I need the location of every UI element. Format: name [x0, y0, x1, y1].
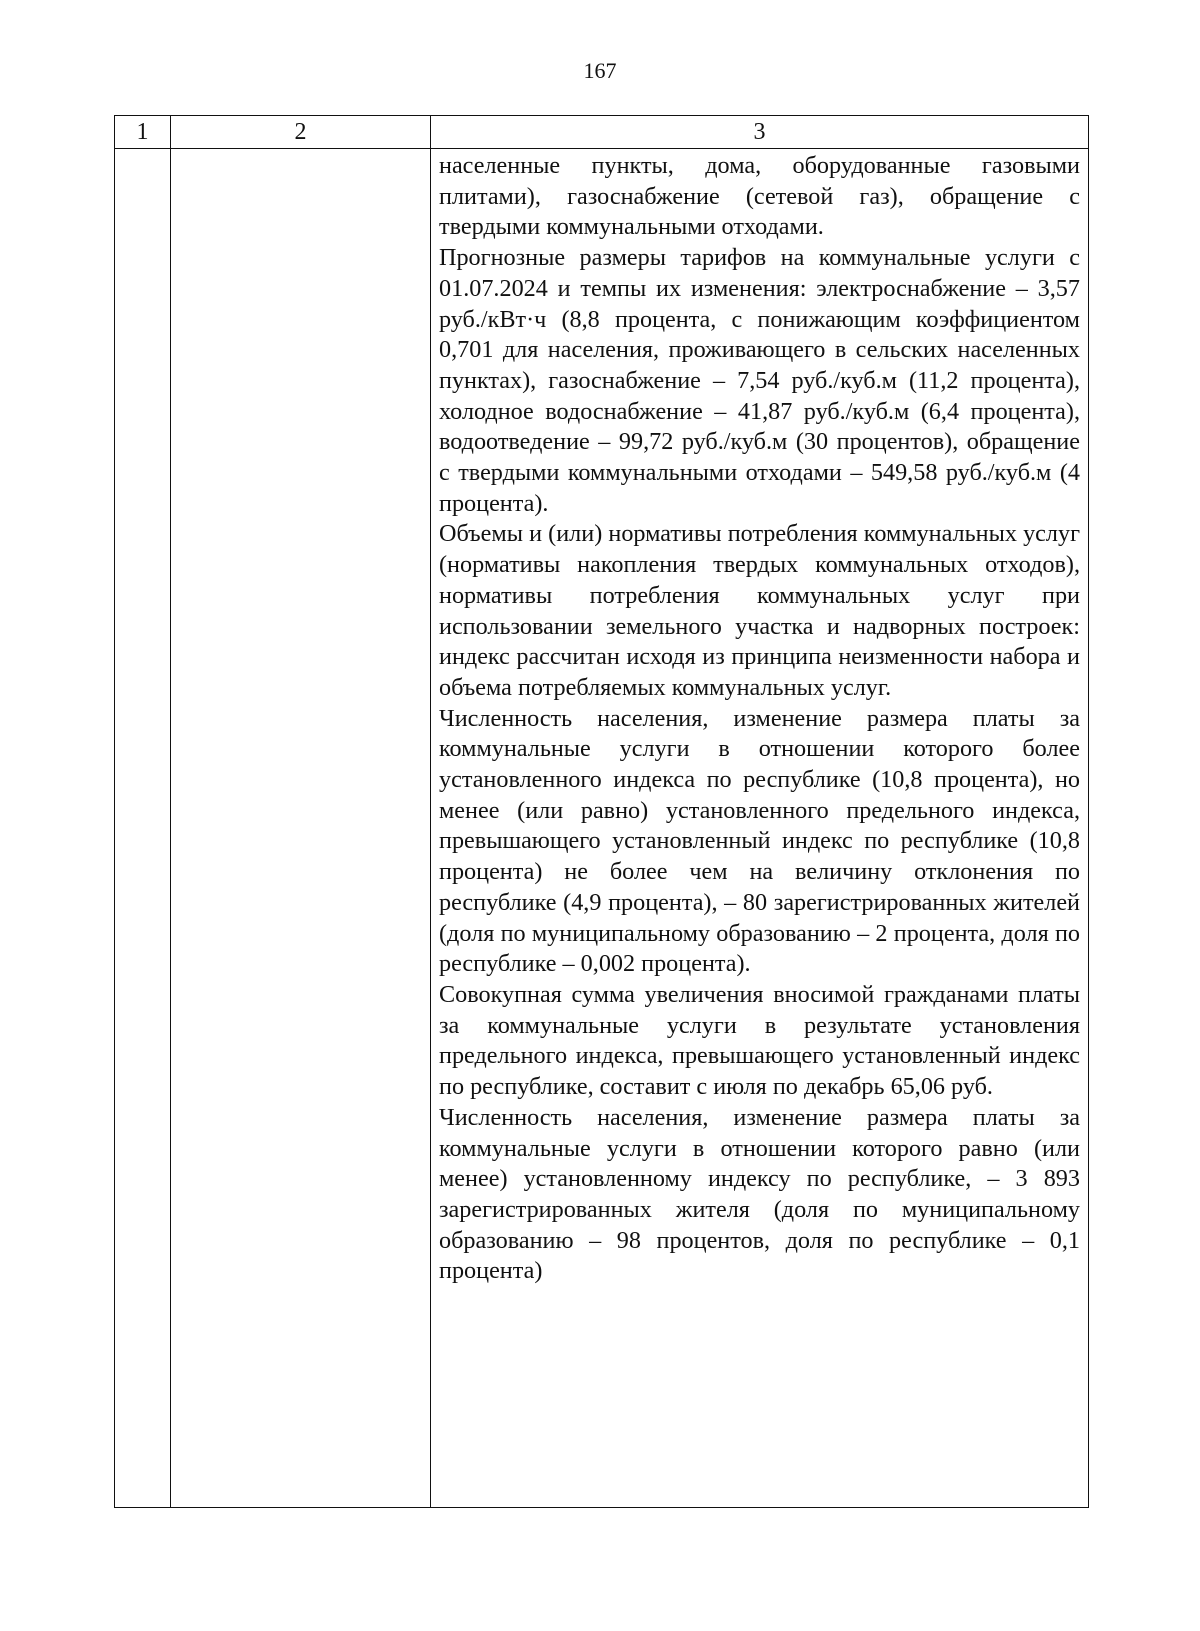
- table-header-row: [115, 116, 1089, 149]
- paragraph-total-increase: Совокупная сумма увеличения вносимой гражданами платы за коммунальные услуги в результате установления предельного индекса, превышающего установленный индекс по республике, составит с июля по декабрь 65,06 руб.: [439, 980, 1080, 1101]
- page-number: 167: [583, 58, 617, 83]
- paragraph-population-above-index: Численность населения, изменение размера платы за коммунальные услуги в отношении которого более установленного индекса по республике (10,8 процента), но менее (или равно) установленного предельного индекса, превышающего установленный индекс по республике (10,8 процента) не более чем на величину отклонения по республике (4,9 процента), – 80 зарегистрированных жителей (доля по муниципальному образованию – 2 процента, доля по республике – 0,002 процента).: [439, 704, 1080, 978]
- column-header-2: 2: [171, 116, 431, 149]
- cell-column-3: [431, 149, 1089, 1508]
- paragraph-tariffs: Прогнозные размеры тарифов на коммунальные услуги с 01.07.2024 и темпы их изменения: электроснабжение – 3,57 руб./кВт·ч (8,8 процента, с понижающим коэффициентом 0,701 для населения, проживающего в сельских населенных пунктах), газоснабжение – 7,54 руб./куб.м (11,2 процента), холодное водоснабжение – 41,87 руб./куб.м (6,4 процента), водоотведение – 99,72 руб./куб.м (30 процентов), обращение с твердыми коммунальными отходами – 549,58 руб./куб.м (4 процента).: [439, 244, 1080, 517]
- column-header-1: 1: [115, 116, 171, 149]
- paragraph-population-within-index: Численность населения, изменение размера платы за коммунальные услуги в отношении которого равно (или менее) установленному индексу по республике, – 3 893 зарегистрированных жителя (доля по муниципальному образованию – 98 процентов, доля по республике – 0,1 процента): [439, 1103, 1080, 1285]
- document-table: [114, 115, 1089, 1508]
- paragraph-continuation: населенные пункты, дома, оборудованные газовыми плитами), газоснабжение (сетевой газ), обращение с твердыми коммунальными отходами.: [439, 152, 1080, 241]
- table-row: [115, 149, 1089, 1508]
- cell-column-2: [171, 149, 431, 1508]
- column-header-3: 3: [431, 116, 1089, 149]
- paragraph-consumption-norms: Объемы и (или) нормативы потребления коммунальных услуг (нормативы накопления твердых коммунальных отходов), нормативы потребления коммунальных услуг при использовании земельного участка и надворных построек: индекс рассчитан исходя из принципа неизменности набора и объема потребляемых коммунальных услуг.: [439, 520, 1080, 701]
- cell-column-1: [115, 149, 171, 1508]
